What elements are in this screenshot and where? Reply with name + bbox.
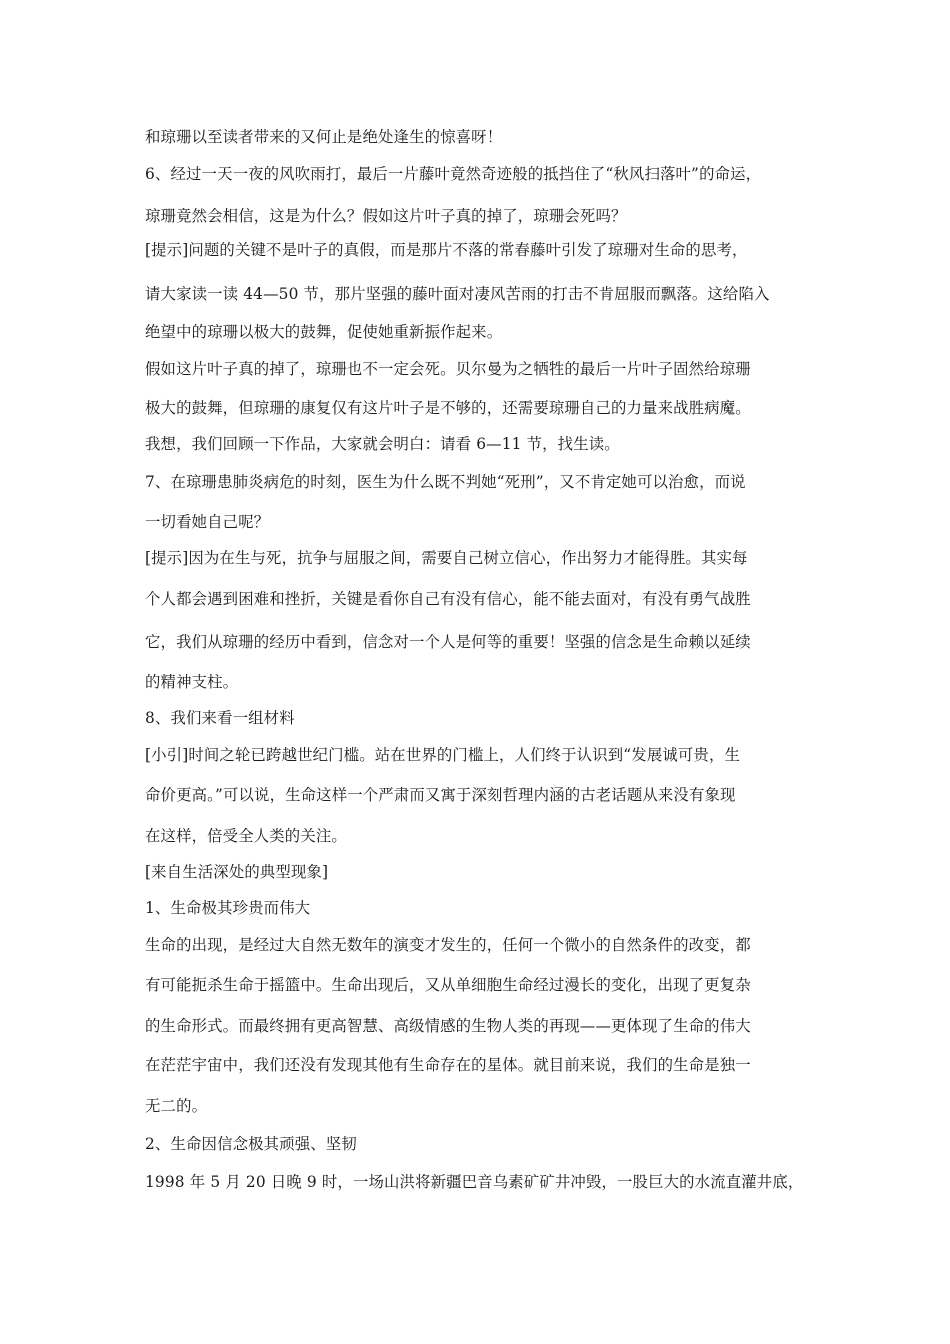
- text-line: 有可能扼杀生命于摇篮中。生命出现后，又从单细胞生命经过漫长的变化，出现了更复杂: [145, 976, 751, 994]
- text-line: 无二的。: [145, 1097, 208, 1115]
- text-line: [小引]时间之轮已跨越世纪门槛。站在世界的门槛上，人们终于认识到“发展诚可贵，生: [145, 746, 741, 764]
- text-line: [来自生活深处的典型现象]: [145, 863, 329, 881]
- text-line: 的精神支柱。: [145, 673, 239, 691]
- text-line: 7、在琼珊患肺炎病危的时刻，医生为什么既不判她“死刑”，又不肯定她可以治愈，而说: [145, 473, 746, 491]
- text-line: [提示]问题的关键不是叶子的真假，而是那片不落的常春藤叶引发了琼珊对生命的思考，: [145, 241, 748, 259]
- text-line: [提示]因为在生与死，抗争与屈服之间，需要自己树立信心，作出努力才能得胜。其实每: [145, 549, 748, 567]
- text-line: 绝望中的琼珊以极大的鼓舞，促使她重新振作起来。: [145, 323, 503, 341]
- text-line: 的生命形式。而最终拥有更高智慧、高级情感的生物人类的再现——更体现了生命的伟大: [145, 1017, 751, 1035]
- text-line: 请大家读一读 44—50 节，那片坚强的藤叶面对凄风苦雨的打击不肯屈服而飘落。这给陷入: [145, 285, 770, 303]
- text-line: 2、生命因信念极其顽强、坚韧: [145, 1135, 357, 1153]
- text-line: 命价更高。”可以说，生命这样一个严肃而又寓于深刻哲理内涵的古老话题从来没有象现: [145, 786, 736, 804]
- text-line: 1998 年 5 月 20 日晚 9 时，一场山洪将新疆巴音乌素矿矿井冲毁，一股巨大的水流直灌井底，: [145, 1173, 804, 1191]
- text-line: 在这样，倍受全人类的关注。: [145, 827, 347, 845]
- text-line: 假如这片叶子真的掉了，琼珊也不一定会死。贝尔曼为之牺牲的最后一片叶子固然给琼珊: [145, 360, 751, 378]
- text-line: 它，我们从琼珊的经历中看到，信念对一个人是何等的重要！坚强的信念是生命赖以延续: [145, 633, 751, 651]
- text-line: 极大的鼓舞，但琼珊的康复仅有这片叶子是不够的，还需要琼珊自己的力量来战胜病魔。: [145, 399, 751, 417]
- text-line: 一切看她自己呢？: [145, 513, 270, 531]
- text-line: 6、经过一天一夜的风吹雨打，最后一片藤叶竟然奇迹般的抵挡住了“秋风扫落叶”的命运，: [145, 165, 762, 183]
- text-line: 1、生命极其珍贵而伟大: [145, 899, 311, 917]
- text-line: 生命的出现，是经过大自然无数年的演变才发生的，任何一个微小的自然条件的改变，都: [145, 936, 751, 954]
- text-line: 和琼珊以至读者带来的又何止是绝处逢生的惊喜呀！: [145, 128, 503, 146]
- text-line: 8、我们来看一组材料: [145, 709, 295, 727]
- text-line: 我想，我们回顾一下作品，大家就会明白：请看 6—11 节，找生读。: [145, 435, 620, 453]
- text-line: 琼珊竟然会相信，这是为什么？假如这片叶子真的掉了，琼珊会死吗？: [145, 207, 627, 225]
- text-line: 个人都会遇到困难和挫折，关键是看你自己有没有信心，能不能去面对，有没有勇气战胜: [145, 590, 751, 608]
- text-line: 在茫茫宇宙中，我们还没有发现其他有生命存在的星体。就目前来说，我们的生命是独一: [145, 1056, 751, 1074]
